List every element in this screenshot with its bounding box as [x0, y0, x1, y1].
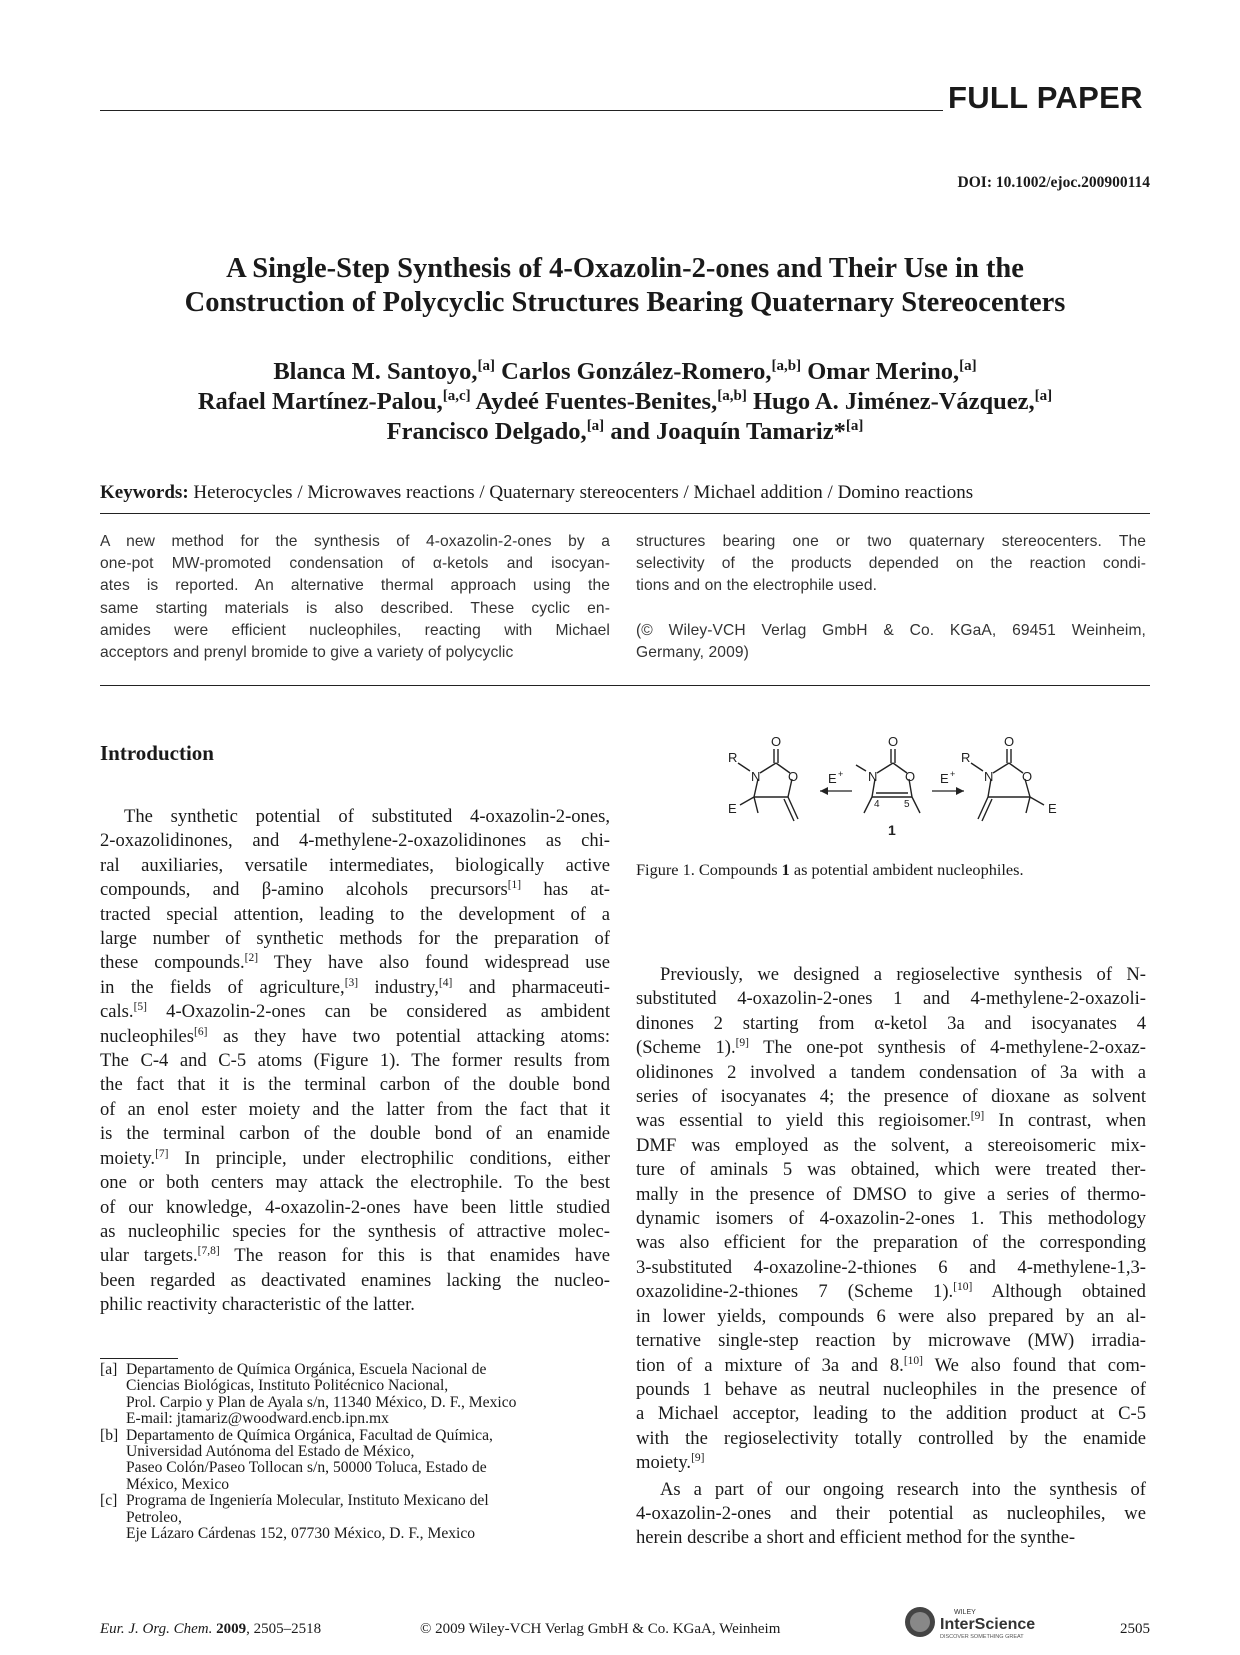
text-line: dinones 2 starting from α-ketol 3a and isocyanates 4: [636, 1012, 1146, 1034]
atom-n: N: [751, 769, 761, 784]
affiliation-line: Paseo Colón/Paseo Tollocan s/n, 50000 Toluca, Estado de: [126, 1459, 487, 1477]
text-line: 3-substituted 4-oxazoline-2-thiones 6 and 4-methylene-1,3-: [636, 1256, 1146, 1278]
text-line: tracted special attention, leading to the development of a: [100, 903, 610, 925]
section-label: FULL PAPER: [948, 80, 1143, 115]
affiliation-tag: [c]: [100, 1492, 118, 1510]
affiliation-item: [100, 1428, 610, 1494]
text-line: The C-4 and C-5 atoms (Figure 1). The former results from: [100, 1050, 610, 1072]
author-name: Francisco Delgado,: [386, 418, 587, 445]
atom-e: E: [1048, 801, 1057, 816]
text-line: cals.[5] 4-Oxazolin-2-ones can be considered as ambident: [100, 1001, 610, 1023]
author-line-1: [100, 357, 1150, 387]
citation[interactable]: [6]: [193, 1025, 208, 1038]
abstract-line: tions and on the electrophile used.: [636, 577, 878, 595]
carbon-5-label: 5: [904, 799, 910, 810]
title-line-1: A Single-Step Synthesis of 4-Oxazolin-2-ones and Their Use in the: [226, 253, 1024, 284]
atom-n: N: [868, 769, 878, 784]
text-line: the fact that it is the terminal carbon of the double bond: [100, 1074, 610, 1096]
citation[interactable]: [10]: [953, 1281, 973, 1294]
journal-year: 2009: [216, 1621, 247, 1637]
text-line: herein describe a short and efficient method for the synthe-: [636, 1527, 1076, 1549]
doi[interactable]: DOI: 10.1002/ejoc.200900114: [957, 174, 1150, 191]
logo-tagline: DISCOVER SOMETHING GREAT: [940, 1634, 1024, 1640]
text-line: a Michael acceptor, leading to the addition product at C-5: [636, 1403, 1146, 1425]
affiliation-line: Ciencias Biológicas, Instituto Politécnico Nacional,: [126, 1377, 449, 1395]
section-heading-introduction: Introduction: [100, 741, 214, 765]
text-line: compounds, and β-amino alcohols precursors[1] has at-: [100, 879, 610, 901]
page-number: 2505: [1120, 1621, 1150, 1637]
logo-wordmark: InterScience: [940, 1616, 1036, 1633]
text-line: was essential to yield this regioisomer.[9] In contrast, when: [636, 1110, 1147, 1132]
text-line: 2-oxazolidinones, and 4-methylene-2-oxazolidinones as chi-: [100, 830, 610, 852]
atom-o: O: [1004, 735, 1015, 749]
interscience-logo: [902, 1604, 1062, 1640]
structure-left: [738, 749, 798, 821]
electrophile-charge: +: [838, 769, 844, 779]
journal-name: Eur. J. Org. Chem.: [100, 1621, 213, 1637]
author-affiliation: [a]: [1034, 387, 1053, 404]
title-line-2: Construction of Polycyclic Structures Bearing Quaternary Stereocenters: [184, 287, 1066, 318]
text-line: ternative single-step reaction by microwave (MW) irradia-: [636, 1330, 1146, 1352]
citation[interactable]: [9]: [970, 1110, 985, 1123]
text-line: as nucleophilic species for the synthesis of attractive molec-: [100, 1220, 610, 1242]
citation[interactable]: [5]: [133, 1001, 147, 1014]
text-line: ture of aminals 5 was obtained, which were treated ther-: [636, 1159, 1146, 1181]
atom-o: O: [905, 769, 916, 784]
citation[interactable]: [9]: [735, 1037, 750, 1050]
text-line: nucleophiles[6] as they have two potential attacking atoms:: [100, 1025, 610, 1047]
figure-1-caption: [636, 860, 1024, 880]
atom-o: O: [888, 735, 899, 749]
citation[interactable]: [3]: [344, 976, 359, 989]
citation[interactable]: [9]: [691, 1451, 705, 1464]
keywords-label: Keywords:: [100, 482, 189, 503]
footnote-rule: [100, 1358, 178, 1359]
compound-label: 1: [888, 822, 896, 838]
affiliation-line: Departamento de Química Orgánica, Escuela Nacional de: [126, 1361, 487, 1378]
paragraph: [100, 805, 610, 1318]
text-line: these compounds.[2] They have also found widespread use: [100, 952, 610, 974]
affiliation-tag: [a]: [100, 1361, 118, 1378]
arrowhead-right: [956, 787, 964, 795]
text-line: Previously, we designed a regioselective synthesis of N-: [660, 964, 1146, 985]
affiliation-line: Departamento de Química Orgánica, Facultad de Química,: [126, 1426, 493, 1444]
header-rule: [100, 110, 943, 111]
author-line-2: [100, 387, 1150, 417]
electrophile-label: E: [940, 771, 949, 786]
caption-prefix: Figure 1. Compounds: [636, 860, 782, 879]
affiliation-line: Programa de Ingeniería Molecular, Instituto Mexicano del: [126, 1492, 489, 1510]
abstract-line: A new method for the synthesis of 4-oxazolin-2-ones by a: [100, 533, 610, 550]
citation[interactable]: [4]: [438, 976, 453, 989]
text-line: oxazolidine-2-thiones 7 (Scheme 1).[10] Although obtained: [636, 1281, 1146, 1303]
text-line: one or both centers may attack the electrophile. To the best: [100, 1172, 610, 1194]
atom-r: R: [728, 750, 738, 765]
author-name: Aydeé Fuentes-Benites,: [475, 388, 718, 415]
abstract-left: [100, 531, 610, 664]
abstract-top-rule: [100, 513, 1150, 514]
author-affiliation: [a]: [477, 357, 496, 374]
text-line: olidinones 2 involved a tandem condensation of 3a with a: [636, 1061, 1146, 1083]
citation[interactable]: [7]: [155, 1147, 169, 1160]
atom-o: O: [1022, 769, 1033, 784]
author-affiliation: [a]: [845, 417, 864, 434]
text-line: mally in the presence of DMSO to give a series of thermo-: [636, 1183, 1146, 1205]
text-line: substituted 4-oxazolin-2-ones 1 and 4-methylene-2-oxazoli-: [636, 988, 1146, 1010]
text-line: 4-oxazolin-2-ones and their potential as nucleophiles, we: [636, 1502, 1146, 1524]
author-name: and Joaquín Tamariz*: [610, 418, 846, 445]
atom-o: O: [788, 769, 799, 784]
text-line: been regarded as deactivated enamines lacking the nucleo-: [100, 1269, 610, 1291]
footer-copyright: © 2009 Wiley-VCH Verlag GmbH & Co. KGaA, Weinheim: [420, 1621, 781, 1637]
text-line: was also efficient for the preparation of the corresponding: [636, 1232, 1146, 1254]
abstract-line: Germany, 2009): [636, 644, 749, 662]
text-line: in lower yields, compounds 6 were also prepared by an al-: [636, 1305, 1146, 1327]
footer-citation: [100, 1621, 321, 1638]
text-line: large number of synthetic methods for the preparation of: [100, 928, 610, 950]
abstract-line: acceptors and prenyl bromide to give a variety of polycyclic: [100, 644, 514, 662]
text-line: moiety.[7] In principle, under electrophilic conditions, either: [100, 1147, 610, 1169]
author-list: [100, 357, 1150, 447]
text-line: (Scheme 1).[9] The one-pot synthesis of 4-methylene-2-oxaz-: [636, 1037, 1146, 1059]
author-affiliation: [a,c]: [442, 387, 471, 404]
text-line: of our knowledge, 4-oxazolin-2-ones have been little studied: [100, 1196, 610, 1218]
text-line: moiety.[9]: [636, 1451, 705, 1474]
abstract-line: structures bearing one or two quaternary stereocenters. The: [636, 533, 1146, 550]
author-affiliation: [a,b]: [717, 387, 747, 404]
text-line: The synthetic potential of substituted 4-oxazolin-2-ones,: [124, 806, 610, 827]
caption-suffix: as potential ambident nucleophiles.: [789, 860, 1024, 879]
author-name: Rafael Martínez-Palou,: [197, 388, 443, 415]
text-line: with the regioselectivity totally controlled by the enamide: [636, 1427, 1146, 1449]
caption-compound: 1: [781, 860, 790, 879]
text-line: tion of a mixture of 3a and 8.[10] We also found that com-: [636, 1354, 1147, 1376]
author-affiliation: [a]: [586, 417, 605, 434]
abstract-line: one-pot MW-promoted condensation of α-ketols and isocyan-: [100, 555, 610, 573]
atom-n: N: [984, 769, 994, 784]
text-line: DMF was employed as the solvent, a stereoisomeric mix-: [636, 1134, 1146, 1156]
text-line: ral auxiliaries, versatile intermediates, biologically active: [100, 854, 610, 876]
journal-pages: , 2505–2518: [246, 1621, 322, 1637]
paragraph: [636, 963, 1146, 1476]
affiliation-line: México, Mexico: [126, 1475, 230, 1493]
abstract-bottom-rule: [100, 685, 1150, 686]
atom-e: E: [728, 801, 737, 816]
keywords-text: Heterocycles / Microwaves reactions / Quaternary stereocenters / Michael addition / Domino reactions: [193, 482, 974, 503]
author-line-3: [100, 417, 1150, 447]
author-name: Hugo A. Jiménez-Vázquez,: [752, 388, 1035, 415]
affiliation-line: Eje Lázaro Cárdenas 152, 07730 México, D. F., Mexico: [126, 1525, 476, 1543]
electrophile-charge: +: [950, 769, 956, 779]
author-name: Carlos González-Romero,: [501, 358, 772, 385]
affiliation-line: Prol. Carpio y Plan de Ayala s/n, 11340 México, D. F., Mexico: [126, 1393, 517, 1411]
right-column-body: [636, 963, 1146, 1551]
atom-o: O: [771, 735, 782, 749]
citation[interactable]: [2]: [244, 952, 259, 965]
atom-r: R: [961, 750, 971, 765]
text-line: series of isocyanates 4; the presence of dioxane as solvent: [636, 1086, 1146, 1108]
logo-wiley: WILEY: [954, 1609, 976, 1616]
text-line: dynamic isomers of 4-oxazolin-2-ones 1. This methodology: [636, 1208, 1146, 1230]
left-column-body: [100, 805, 610, 1318]
text-line: in the fields of agriculture,[3] industry,[4] and pharmaceuti-: [100, 976, 611, 998]
text-line: pounds 1 behave as neutral nucleophiles in the presence of: [636, 1378, 1146, 1400]
abstract-line: amides were efficient nucleophiles, reacting with Michael: [100, 621, 610, 639]
paragraph: [636, 1478, 1146, 1551]
citation[interactable]: [7,8]: [197, 1245, 220, 1258]
text-line: ular targets.[7,8] The reason for this is that enamides have: [100, 1245, 610, 1267]
affiliation-item: [100, 1493, 610, 1542]
affiliations: [100, 1362, 610, 1542]
abstract-copyright: [636, 620, 1146, 664]
citation[interactable]: [10]: [903, 1354, 923, 1367]
abstract-right: [636, 531, 1146, 598]
text-line: is the terminal carbon of the double bond of an enamide: [100, 1123, 610, 1145]
citation[interactable]: [1]: [507, 879, 522, 892]
abstract-line: selectivity of the products depended on the reaction condi-: [636, 555, 1146, 573]
text-line: As a part of our ongoing research into the synthesis of: [660, 1478, 1146, 1500]
figure-1-scheme: [700, 735, 1130, 840]
paper-title: [100, 252, 1150, 320]
author-affiliation: [a]: [959, 357, 977, 374]
abstract-line: (© Wiley-VCH Verlag GmbH & Co. KGaA, 69451 Weinheim,: [636, 622, 1146, 639]
author-affiliation: [a,b]: [771, 357, 802, 374]
affiliation-line: Universidad Autónoma del Estado de México,: [126, 1443, 415, 1461]
affiliation-tag: [b]: [100, 1426, 119, 1444]
text-line: philic reactivity characteristic of the latter.: [100, 1294, 415, 1316]
arrowhead-left: [820, 787, 828, 795]
keywords: [100, 482, 973, 504]
affiliation-item: [100, 1362, 610, 1428]
author-name: Omar Merino,: [807, 358, 960, 385]
affiliation-line: Petroleo,: [126, 1508, 182, 1526]
affiliation-line: E-mail: jtamariz@woodward.encb.ipn.mx: [126, 1410, 389, 1428]
author-name: Blanca M. Santoyo,: [273, 358, 478, 385]
carbon-4-label: 4: [874, 799, 880, 810]
abstract-line: ates is reported. An alternative thermal approach using the: [100, 577, 610, 595]
abstract-line: same starting materials is also described. These cyclic en-: [100, 599, 610, 617]
text-line: of an enol ester moiety and the latter from the fact that it: [100, 1098, 610, 1120]
structure-right: [971, 749, 1044, 821]
electrophile-label: E: [828, 771, 837, 786]
